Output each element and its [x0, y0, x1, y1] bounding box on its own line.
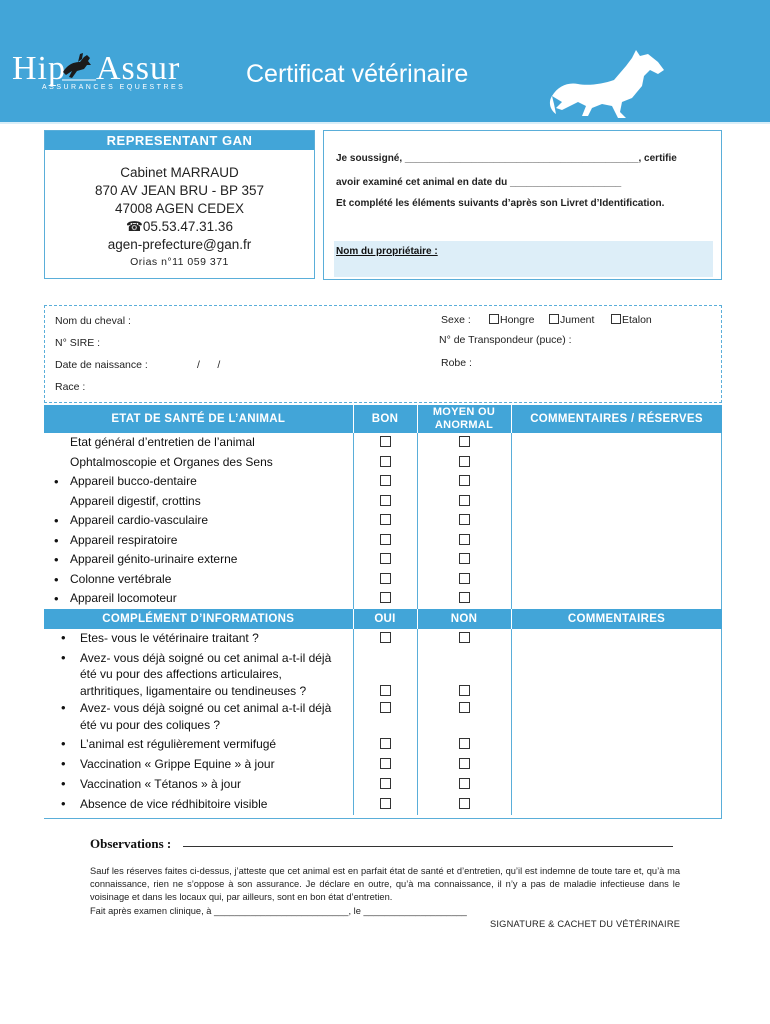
comment-cell[interactable] — [511, 775, 722, 795]
health-item-label: • Colonne vertébrale — [44, 570, 353, 590]
checkbox-icon[interactable] — [380, 738, 391, 749]
bon-cell[interactable] — [353, 511, 417, 531]
info-header-row — [44, 609, 722, 629]
health-row — [44, 492, 722, 512]
info-row — [44, 649, 722, 700]
moyen-cell[interactable] — [417, 453, 511, 473]
health-item-label: • Appareil respiratoire — [44, 531, 353, 551]
moyen-cell[interactable] — [417, 531, 511, 551]
checkbox-icon[interactable] — [459, 778, 470, 789]
checkbox-icon[interactable] — [459, 632, 470, 643]
oui-cell[interactable] — [353, 755, 417, 775]
health-table — [44, 405, 723, 815]
comment-cell[interactable] — [511, 511, 722, 531]
sex-option-label: Etalon — [622, 314, 652, 326]
checkbox-icon[interactable] — [549, 314, 559, 324]
checkbox-icon[interactable] — [380, 475, 391, 486]
attestation-paragraph: Sauf les réserves faites ci-dessus, j’atteste que cet animal est en parfait état de santé et d’entretien, qu’il est indemne de toute tare et, qu’à ma connaissance, rien ne s’oppose à son assurance. Je déclare en outre, qu’à ma connaissance, il n’y a pas de maladie infectieuse dans le voisinage et dans les locaux qui, par ailleurs, sont en bon état d’entretien. — [90, 866, 680, 903]
non-cell[interactable] — [417, 795, 511, 815]
health-row-label — [44, 433, 353, 453]
info-row-label — [44, 699, 353, 735]
sex-option-etalon[interactable] — [611, 314, 652, 326]
checkbox-icon[interactable] — [380, 778, 391, 789]
health-row — [44, 550, 722, 570]
checkbox-icon[interactable] — [459, 798, 470, 809]
info-item-label: • Vaccination « Grippe Equine » à jour — [44, 755, 353, 773]
info-row — [44, 735, 722, 755]
bon-cell[interactable] — [353, 589, 417, 609]
info-item-label: • Vaccination « Tétanos » à jour — [44, 775, 353, 793]
cert-line-1[interactable]: Je soussigné, __________________________________________, certifie — [336, 153, 677, 164]
comment-cell[interactable] — [511, 795, 722, 815]
col-header-bon: BON — [353, 405, 417, 433]
checkbox-icon[interactable] — [459, 758, 470, 769]
jumping-horse-icon — [60, 50, 98, 84]
health-row-label — [44, 511, 353, 531]
col-header-oui: OUI — [353, 609, 417, 629]
sex-option-hongre[interactable] — [489, 314, 534, 326]
hipassur-logo — [12, 48, 192, 96]
horse-identity-box — [44, 305, 722, 403]
health-row-label — [44, 453, 353, 473]
checkbox-icon[interactable] — [459, 738, 470, 749]
checkbox-icon[interactable] — [489, 314, 499, 324]
info-row — [44, 699, 722, 735]
comment-cell[interactable] — [511, 433, 722, 453]
horse-silhouette-icon — [548, 46, 670, 120]
oui-cell[interactable] — [353, 649, 417, 700]
non-cell[interactable] — [417, 699, 511, 735]
col-header-info: COMPLÉMENT D’INFORMATIONS — [44, 609, 353, 629]
info-row — [44, 755, 722, 775]
health-row — [44, 453, 722, 473]
signature-label: SIGNATURE & CACHET DU VÉTÉRINAIRE — [490, 919, 681, 929]
bon-cell[interactable] — [353, 531, 417, 551]
comment-cell[interactable] — [511, 735, 722, 755]
bon-cell[interactable] — [353, 570, 417, 590]
bon-cell[interactable] — [353, 433, 417, 453]
col-header-state: ETAT DE SANTÉ DE L’ANIMAL — [44, 405, 353, 433]
checkbox-icon[interactable] — [459, 475, 470, 486]
health-row — [44, 531, 722, 551]
checkbox-icon[interactable] — [459, 592, 470, 603]
owner-label: Nom du propriétaire : — [336, 246, 438, 257]
health-row-label — [44, 492, 353, 512]
comment-cell[interactable] — [511, 550, 722, 570]
cert-line-3: Et complété les éléments suivants d’après son Livret d’Identification. — [336, 198, 665, 209]
owner-name-field[interactable] — [334, 241, 713, 277]
info-row-label — [44, 795, 353, 815]
health-row-label — [44, 589, 353, 609]
checkbox-icon[interactable] — [459, 685, 470, 696]
health-item-label: • Appareil cardio-vasculaire — [44, 511, 353, 531]
checkbox-icon[interactable] — [380, 436, 391, 447]
comment-cell[interactable] — [511, 570, 722, 590]
oui-cell[interactable] — [353, 775, 417, 795]
checkbox-icon[interactable] — [459, 436, 470, 447]
info-item-label: • Etes- vous le vétérinaire traitant ? — [44, 629, 353, 647]
info-row — [44, 629, 722, 649]
health-row — [44, 433, 722, 453]
robe-field[interactable]: Robe : — [441, 357, 472, 369]
checkbox-icon[interactable] — [380, 592, 391, 603]
representant-heading: REPRESENTANT GAN — [45, 131, 314, 150]
birth-date-field[interactable]: Date de naissance : — [55, 359, 148, 371]
non-cell[interactable] — [417, 775, 511, 795]
health-item-label: Appareil digestif, crottins — [70, 493, 201, 508]
checkbox-icon[interactable] — [459, 534, 470, 545]
health-item-label: • Appareil locomoteur — [44, 589, 353, 609]
health-item-label: • Appareil bucco-dentaire — [44, 472, 353, 492]
comment-cell[interactable] — [511, 589, 722, 609]
transponder-field[interactable]: N° de Transpondeur (puce) : — [439, 334, 572, 346]
moyen-cell[interactable] — [417, 550, 511, 570]
health-item-label: Etat général d’entretien de l’animal — [70, 435, 255, 449]
checkbox-icon[interactable] — [459, 553, 470, 564]
bon-cell[interactable] — [353, 550, 417, 570]
info-row-label — [44, 735, 353, 755]
sire-field[interactable]: N° SIRE : — [55, 337, 101, 349]
health-item-label: Ophtalmoscopie et Organes des Sens — [70, 454, 273, 469]
checkbox-icon[interactable] — [380, 553, 391, 564]
observations-field[interactable] — [183, 846, 673, 847]
info-item-label: • Avez- vous déjà soigné ou cet animal a-t-il déjà été vu pour des coliques ? — [44, 699, 353, 733]
moyen-cell[interactable] — [417, 511, 511, 531]
health-row-label — [44, 570, 353, 590]
col-header-non: NON — [417, 609, 511, 629]
oui-cell[interactable] — [353, 629, 417, 649]
info-row — [44, 795, 722, 815]
col-header-comments: COMMENTAIRES / RÉSERVES — [511, 405, 722, 433]
sex-option-label: Hongre — [500, 314, 535, 326]
health-row-label — [44, 550, 353, 570]
page-title: Certificat vétérinaire — [246, 60, 469, 88]
observations-label: Observations : — [90, 836, 172, 851]
certification-box — [323, 130, 722, 280]
logo-subtitle: ASSURANCES EQUESTRES — [42, 84, 186, 91]
comment-cell[interactable] — [511, 699, 722, 735]
sex-label: Sexe : — [441, 314, 471, 326]
health-row-label — [44, 531, 353, 551]
checkbox-icon[interactable] — [380, 758, 391, 769]
checkbox-icon[interactable] — [380, 456, 391, 467]
oui-cell[interactable] — [353, 735, 417, 755]
info-row-label — [44, 775, 353, 795]
checkbox-icon[interactable] — [459, 495, 470, 506]
checkbox-icon[interactable] — [380, 702, 391, 713]
checkbox-icon[interactable] — [380, 685, 391, 696]
birth-date-separators: / / — [197, 359, 221, 371]
info-item-label: • Absence de vice rédhibitoire visible — [44, 795, 353, 813]
comment-cell[interactable] — [511, 472, 722, 492]
health-row — [44, 472, 722, 492]
checkbox-icon[interactable] — [380, 573, 391, 584]
moyen-cell[interactable] — [417, 589, 511, 609]
info-row — [44, 775, 722, 795]
race-field[interactable]: Race : — [55, 381, 86, 393]
sex-option-jument[interactable] — [549, 314, 594, 326]
cabinet-name: Cabinet MARRAUD — [120, 165, 239, 180]
checkbox-icon[interactable] — [459, 702, 470, 713]
health-row-label — [44, 472, 353, 492]
phone-number: ☎05.53.47.31.36 — [126, 219, 233, 234]
info-row-label — [44, 649, 353, 700]
horse-name-field[interactable]: Nom du cheval : — [55, 315, 131, 327]
sex-option-label: Jument — [560, 314, 595, 326]
bon-cell[interactable] — [353, 453, 417, 473]
moyen-cell[interactable] — [417, 433, 511, 453]
comment-cell[interactable] — [511, 649, 722, 700]
info-row-label — [44, 629, 353, 649]
orias-number: Orias n°11 059 371 — [130, 256, 229, 268]
info-item-label: • L’animal est régulièrement vermifugé — [44, 735, 353, 753]
non-cell[interactable] — [417, 629, 511, 649]
non-cell[interactable] — [417, 735, 511, 755]
email-address: agen-prefecture@gan.fr — [107, 237, 252, 252]
moyen-cell[interactable] — [417, 570, 511, 590]
moyen-cell[interactable] — [417, 492, 511, 512]
address-line-1: 870 AV JEAN BRU - BP 357 — [94, 183, 265, 198]
checkbox-icon[interactable] — [380, 534, 391, 545]
non-cell[interactable] — [417, 649, 511, 700]
bon-cell[interactable] — [353, 492, 417, 512]
comment-cell[interactable] — [511, 629, 722, 649]
logo-text-left: Hip — [12, 50, 66, 87]
oui-cell[interactable] — [353, 699, 417, 735]
comment-cell[interactable] — [511, 492, 722, 512]
health-row — [44, 511, 722, 531]
header-banner — [0, 0, 770, 124]
health-item-label: • Appareil génito-urinaire externe — [44, 550, 353, 570]
col-header-moyen: MOYEN OU ANORMAL — [417, 405, 511, 433]
address-line-2: 47008 AGEN CEDEX — [114, 201, 245, 216]
info-item-label: • Avez- vous déjà soigné ou cet animal a-t-il déjà été vu pour des affections articulaires, arthritiques, ligamentaire ou tendineuses ? — [44, 649, 353, 700]
bon-cell[interactable] — [353, 472, 417, 492]
moyen-cell[interactable] — [417, 472, 511, 492]
health-header-row — [44, 405, 722, 433]
checkbox-icon[interactable] — [611, 314, 621, 324]
info-row-label — [44, 755, 353, 775]
checkbox-icon[interactable] — [380, 514, 391, 525]
checkbox-icon[interactable] — [459, 573, 470, 584]
health-row — [44, 589, 722, 609]
col-header-info-comments: COMMENTAIRES — [511, 609, 722, 629]
checkbox-icon[interactable] — [459, 456, 470, 467]
comment-cell[interactable] — [511, 531, 722, 551]
comment-cell[interactable] — [511, 453, 722, 473]
checkbox-icon[interactable] — [380, 798, 391, 809]
non-cell[interactable] — [417, 755, 511, 775]
place-date-line[interactable]: Fait après examen clinique, à __________________________, le ____________________ — [90, 906, 467, 916]
health-table-wrapper — [44, 405, 722, 819]
health-row — [44, 570, 722, 590]
representant-box — [44, 130, 315, 279]
comment-cell[interactable] — [511, 755, 722, 775]
checkbox-icon[interactable] — [380, 632, 391, 643]
checkbox-icon[interactable] — [380, 495, 391, 506]
logo-text-right: Assur — [96, 50, 181, 87]
cert-line-2[interactable]: avoir examiné cet animal en date du ____________________ — [336, 177, 622, 188]
oui-cell[interactable] — [353, 795, 417, 815]
checkbox-icon[interactable] — [459, 514, 470, 525]
